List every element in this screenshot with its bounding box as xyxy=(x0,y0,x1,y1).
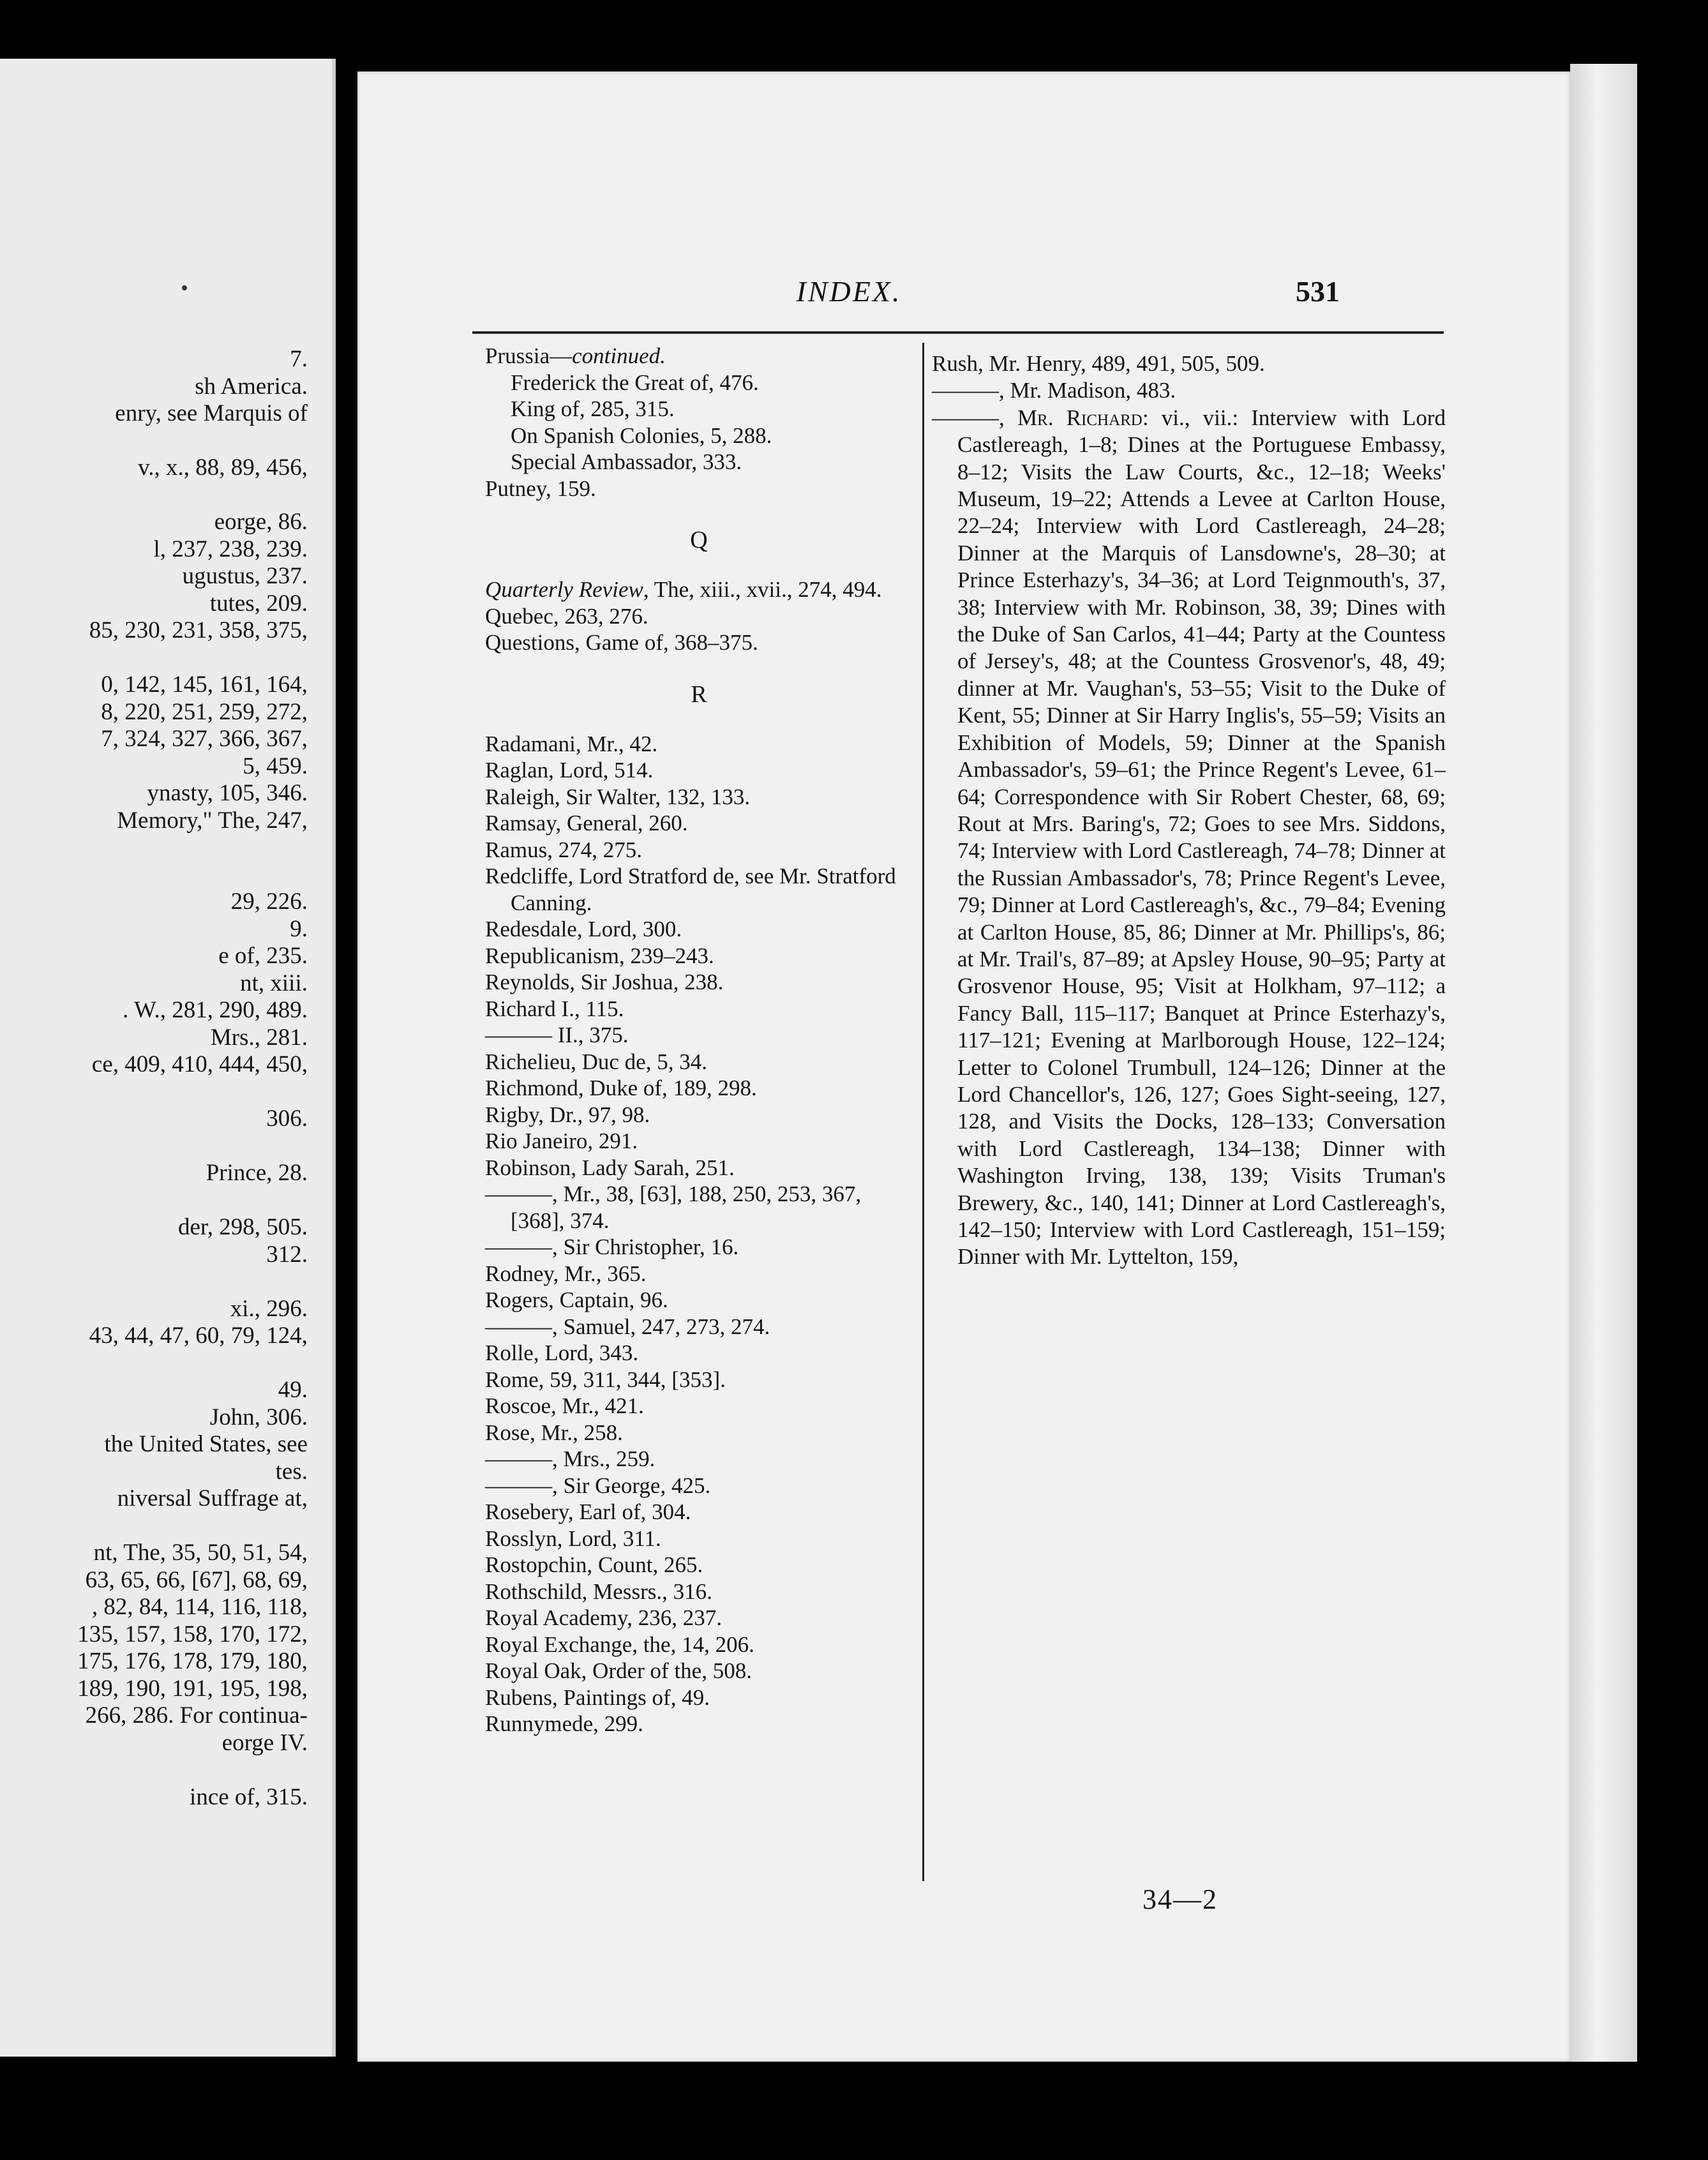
index-subentry: On Spanish Colonies, 5, 288. xyxy=(511,423,772,448)
index-entry: Rogers, Captain, 96. xyxy=(485,1287,668,1312)
index-entry: Redesdale, Lord, 300. xyxy=(485,917,682,941)
index-entry: Questions, Game of, 368–375. xyxy=(485,630,758,655)
facing-page-line: ince of, 315. xyxy=(190,1783,308,1810)
index-entry: Quebec, 263, 276. xyxy=(485,603,648,629)
index-entry: ——— II., 375. xyxy=(485,1023,629,1047)
index-entry: Putney, 159. xyxy=(485,476,596,501)
index-entry: ———, Mr. Madison, 483. xyxy=(932,378,1176,403)
index-entry: Republicanism, 239–243. xyxy=(485,943,714,968)
facing-page-line: 266, 286. For continua- xyxy=(85,1702,308,1729)
facing-page-line: 175, 176, 178, 179, 180, xyxy=(77,1648,308,1674)
column-divider xyxy=(922,343,924,1881)
facing-page-line: 5, 459. xyxy=(243,753,308,779)
facing-page-line: 7, 324, 327, 366, 367, xyxy=(101,726,308,752)
page-edges xyxy=(1570,64,1637,2062)
index-entry: Rose, Mr., 258. xyxy=(485,1420,623,1445)
facing-page-line: John, 306. xyxy=(209,1404,308,1430)
ink-dot xyxy=(182,285,187,290)
index-entry: Rodney, Mr., 365. xyxy=(485,1261,647,1286)
facing-page-line: 9. xyxy=(290,915,308,942)
entry-text: : vi., vii.: Interview with Lord Castlereagh, 1–8; Dines at the Portuguese Embassy, 8–12; Visits the Law Courts, &c., 12–18; Weeks' Museum, 19–22; Attends a Levee at Carlton House, 22–24; Interview with Lord Castlereagh, 24–28; Dinner at the Marquis of Lansdowne's, 28–30; at Prince Esterhazy's, 34–36; at Lord Teignmouth's, 37, 38; Interview with Mr. Robinson, 38, 39; Dines with the Duke of San Carlos, 41–44; Party at the Countess of Jersey's, 48; at the Countess Grosvenor's, 48, 49; dinner at Mr. Vaughan's, 53–55; Visit to the Duke of Kent, 55; Dinner at Sir Harry Inglis's, 55–59; Visits an Exhibition of Models, 59; Dinner at the Spanish Ambassador's, 59–61; the Prince Regent's Levee, 61–64; Correspondence with Sir Robert Chester, 68, 69; Rout at Mrs. Baring's, 72; Goes to see Mrs. Siddons, 74; Interview with Lord Castlereagh, 74–78; Dinner at the Russian Ambassador's, 78; Prince Regent's Levee, 79; Dinner at Lord Castlereagh's, &c., 79–84; Evening at Carlton House, 85, 86; Dinner at Mr. Phillips's, 86; at Mr. Trail's, 87–89; at Apsley House, 90–95; Party at Grosvenor House, 95; Visit at Holkham, 97–112; a Fancy Ball, 115–117; Banquet at Prince Esterhazy's, 117–121; Evening at Marlborough House, 122–124; Letter to Colonel Trumbull, 124–126; Dinner at the Lord Chancellor's, 126, 127; Goes Sight-seeing, 127, 128, and Visits the Docks, 128–133; Conversation with Lord Castlereagh, 134–138; Dinner with Washington Irving, 138, 139; Visits Truman's Brewery, &c., 140, 141; Dinner at Lord Castlereagh's, 142–150; Interview with Lord Castlereagh, 151–159; Dinner with Mr. Lyttelton, 159, xyxy=(957,405,1446,1270)
facing-page-line: the United States, see xyxy=(104,1431,308,1457)
ditto-dash: ———, xyxy=(932,405,1017,430)
index-entry: ———, Mrs., 259. xyxy=(485,1446,655,1471)
facing-page-line: Prince, 28. xyxy=(206,1160,308,1186)
index-entry: Royal Academy, 236, 237. xyxy=(485,1605,723,1630)
facing-page-line: l, 237, 238, 239. xyxy=(153,536,308,562)
index-subentry: Frederick the Great of, 476. xyxy=(511,370,759,395)
facing-page-line: xi., 296. xyxy=(230,1295,308,1322)
index-entry: Richard I., 115. xyxy=(485,996,624,1021)
page-title: INDEX. xyxy=(796,275,902,308)
index-subentry: King of, 285, 315. xyxy=(511,396,675,421)
facing-page-line: enry, see Marquis of xyxy=(115,400,308,426)
index-entry: Rio Janeiro, 291. xyxy=(485,1129,638,1153)
index-entry: Radamani, Mr., 42. xyxy=(485,731,658,756)
index-entry: Raleigh, Sir Walter, 132, 133. xyxy=(485,784,751,809)
facing-page-line: 8, 220, 251, 259, 272, xyxy=(101,698,308,725)
section-letter-r: R xyxy=(691,680,707,708)
facing-page-line: 63, 65, 66, [67], 68, 69, xyxy=(85,1566,308,1593)
facing-page-line: 0, 142, 145, 161, 164, xyxy=(101,671,308,698)
facing-page-line: 29, 226. xyxy=(230,889,308,915)
index-entry: ———, Sir Christopher, 16. xyxy=(485,1234,739,1259)
index-column-left xyxy=(485,343,913,1737)
facing-page-line: niversal Suffrage at, xyxy=(117,1485,308,1511)
r-entries xyxy=(485,731,913,1737)
section-letter-q: Q xyxy=(690,527,708,553)
facing-page-line: 49. xyxy=(278,1377,308,1403)
facing-page-line: 135, 157, 158, 170, 172, xyxy=(77,1621,308,1647)
facing-page-line: 306. xyxy=(266,1106,308,1132)
facing-page-line: nt, xiii. xyxy=(240,970,308,996)
facing-page-line: tes. xyxy=(275,1458,308,1485)
facing-page-line: eorge IV. xyxy=(221,1729,308,1756)
facing-page-line: 85, 230, 231, 358, 375, xyxy=(89,617,308,643)
facing-page-line: nt, The, 35, 50, 51, 54, xyxy=(93,1540,308,1566)
facing-page-line: ynasty, 105, 346. xyxy=(147,780,308,806)
facing-page-line: , 82, 84, 114, 116, 118, xyxy=(91,1594,308,1620)
index-entry: ———, Samuel, 247, 273, 274. xyxy=(485,1314,770,1339)
index-entry: Reynolds, Sir Joshua, 238. xyxy=(485,970,724,994)
index-entry: Royal Oak, Order of the, 508. xyxy=(485,1658,752,1683)
facing-page-line: e of, 235. xyxy=(218,943,308,969)
facing-page-line: 43, 44, 47, 60, 79, 124, xyxy=(89,1323,308,1349)
index-entry: Royal Exchange, the, 14, 206. xyxy=(485,1631,754,1657)
index-entry: Rothschild, Messrs., 316. xyxy=(485,1579,712,1604)
index-entry: Ramsay, General, 260. xyxy=(485,811,688,836)
index-entry: Rubens, Paintings of, 49. xyxy=(485,1684,710,1710)
facing-page-line: v., x., 88, 89, 456, xyxy=(138,454,308,481)
index-entry: Redcliffe, Lord Stratford de, see Mr. Stratford Canning. xyxy=(485,864,896,915)
facing-page-line: sh America. xyxy=(195,373,308,400)
facing-page-line: tutes, 209. xyxy=(209,590,308,617)
index-entry: Robinson, Lady Sarah, 251. xyxy=(485,1155,735,1180)
signature-mark: 34—2 xyxy=(1142,1884,1218,1915)
index-entry: Quarterly Review, The, xiii., xvii., 274, 494. xyxy=(485,577,882,602)
facing-page-line: 312. xyxy=(266,1241,308,1268)
index-entry: Richelieu, Duc de, 5, 34. xyxy=(485,1049,707,1074)
index-entry: Rostopchin, Count, 265. xyxy=(485,1552,703,1577)
facing-page-line: ugustus, 237. xyxy=(182,563,308,589)
index-entry: ———, Mr., 38, [63], 188, 250, 253, 367, [368], 374. xyxy=(485,1181,862,1233)
index-page xyxy=(357,71,1570,2062)
header-rule xyxy=(472,331,1444,334)
index-entry: Rigby, Dr., 97, 98. xyxy=(485,1102,650,1127)
index-entry: Ramus, 274, 275. xyxy=(485,837,642,862)
index-entry: Rolle, Lord, 343. xyxy=(485,1340,639,1365)
facing-page-line: 7. xyxy=(290,346,308,372)
continued-heading: Prussia—continued. xyxy=(485,343,666,368)
index-subentry: Special Ambassador, 333. xyxy=(511,449,742,474)
index-entry: Roscoe, Mr., 421. xyxy=(485,1393,644,1418)
facing-page-line: ce, 409, 410, 444, 450, xyxy=(91,1051,308,1077)
page-number: 531 xyxy=(1296,275,1340,308)
entry-name: Mr. Richard xyxy=(1017,405,1142,430)
index-entry: ———, Sir George, 425. xyxy=(485,1473,711,1498)
index-entry: Rosslyn, Lord, 311. xyxy=(485,1526,661,1551)
index-entry-rush-richard xyxy=(932,405,1446,1271)
index-entry: Rosebery, Earl of, 304. xyxy=(485,1499,691,1524)
facing-page-line: Memory," The, 247, xyxy=(117,807,308,834)
facing-page-line: eorge, 86. xyxy=(214,509,308,535)
index-column-right xyxy=(932,350,1446,1271)
facing-page-line: Mrs., 281. xyxy=(210,1024,308,1051)
index-entry: Runnymede, 299. xyxy=(485,1711,643,1736)
index-entry: Raglan, Lord, 514. xyxy=(485,758,654,783)
facing-page-line: der, 298, 505. xyxy=(177,1214,308,1240)
running-head xyxy=(357,274,1570,313)
facing-page-fragment xyxy=(0,59,336,2057)
index-entry: Rush, Mr. Henry, 489, 491, 505, 509. xyxy=(932,351,1265,376)
index-entry: Rome, 59, 311, 344, [353]. xyxy=(485,1367,726,1392)
index-entry: Richmond, Duke of, 189, 298. xyxy=(485,1076,757,1100)
facing-page-line: 189, 190, 191, 195, 198, xyxy=(77,1675,308,1702)
facing-page-line: . W., 281, 290, 489. xyxy=(123,997,308,1023)
